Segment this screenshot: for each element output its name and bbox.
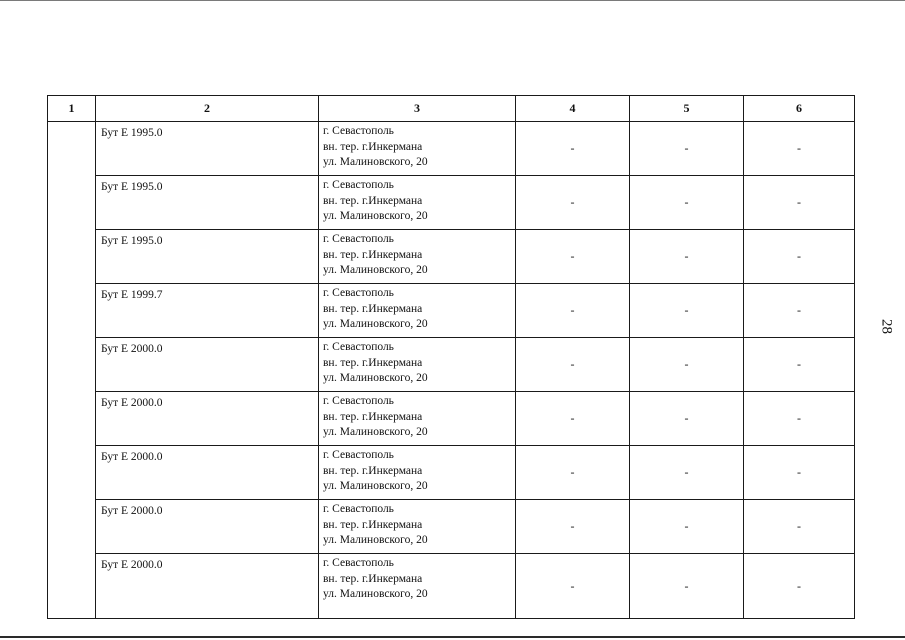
row-number-cell (48, 500, 96, 554)
col5-cell: - (630, 500, 744, 554)
col4-cell: - (516, 122, 630, 176)
row-number-cell (48, 446, 96, 500)
address-territory: вн. тер. г.Инкермана (323, 464, 423, 477)
address-city: г. Севастополь (323, 449, 394, 461)
address-territory: вн. тер. г.Инкермана (323, 140, 423, 153)
col4-cell: - (516, 392, 630, 446)
address-city: г. Севастополь (323, 233, 394, 245)
col5-cell: - (630, 338, 744, 392)
address-territory: вн. тер. г.Инкермана (323, 410, 423, 423)
name-cell: Бут Е 2000.0 (96, 392, 319, 446)
table-row (48, 554, 855, 619)
table-row (48, 338, 855, 392)
header-cell-5: 5 (630, 96, 744, 122)
address-city: г. Севастополь (323, 125, 394, 137)
table-row (48, 176, 855, 230)
col4-cell: - (516, 284, 630, 338)
address-cell (319, 338, 516, 392)
table-row (48, 284, 855, 338)
col6-cell: - (744, 446, 855, 500)
header-cell-3: 3 (319, 96, 516, 122)
address-cell (319, 446, 516, 500)
address-cell (319, 176, 516, 230)
col6-cell: - (744, 338, 855, 392)
col4-cell: - (516, 446, 630, 500)
address-street: ул. Малиновского, 20 (323, 426, 428, 438)
header-cell-2: 2 (96, 96, 319, 122)
col5-cell: - (630, 230, 744, 284)
address-city: г. Севастополь (323, 341, 394, 353)
address-street: ул. Малиновского, 20 (323, 318, 428, 330)
address-street: ул. Малиновского, 20 (323, 372, 428, 384)
address-street: ул. Малиновского, 20 (323, 534, 428, 546)
address-city: г. Севастополь (323, 503, 394, 515)
bottom-border-line (0, 636, 905, 638)
col6-cell: - (744, 554, 855, 619)
address-cell (319, 554, 516, 619)
table-row (48, 392, 855, 446)
table-row (48, 500, 855, 554)
col6-cell: - (744, 176, 855, 230)
header-cell-1: 1 (48, 96, 96, 122)
row-number-cell (48, 284, 96, 338)
name-cell: Бут Е 1995.0 (96, 176, 319, 230)
col5-cell: - (630, 176, 744, 230)
col4-cell: - (516, 230, 630, 284)
address-city: г. Севастополь (323, 395, 394, 407)
name-cell: Бут Е 2000.0 (96, 338, 319, 392)
address-territory: вн. тер. г.Инкермана (323, 572, 423, 585)
col6-cell: - (744, 392, 855, 446)
address-cell (319, 500, 516, 554)
address-cell (319, 284, 516, 338)
address-cell (319, 122, 516, 176)
row-number-cell (48, 338, 96, 392)
table-body (48, 122, 855, 619)
name-cell: Бут Е 1995.0 (96, 230, 319, 284)
row-number-cell (48, 554, 96, 619)
page-number: 28 (878, 319, 895, 334)
table-row (48, 230, 855, 284)
table-header (48, 96, 855, 122)
address-cell (319, 230, 516, 284)
row-number-cell (48, 176, 96, 230)
address-city: г. Севастополь (323, 287, 394, 299)
row-number-cell (48, 122, 96, 176)
address-territory: вн. тер. г.Инкермана (323, 518, 423, 531)
name-cell: Бут Е 1995.0 (96, 122, 319, 176)
col6-cell: - (744, 122, 855, 176)
address-street: ул. Малиновского, 20 (323, 156, 428, 168)
address-city: г. Севастополь (323, 557, 394, 569)
header-cell-6: 6 (744, 96, 855, 122)
col5-cell: - (630, 284, 744, 338)
address-territory: вн. тер. г.Инкермана (323, 248, 423, 261)
table-row (48, 122, 855, 176)
address-cell (319, 392, 516, 446)
address-territory: вн. тер. г.Инкермана (323, 302, 423, 315)
col5-cell: - (630, 446, 744, 500)
address-territory: вн. тер. г.Инкермана (323, 194, 423, 207)
col4-cell: - (516, 338, 630, 392)
header-row (48, 96, 855, 122)
document-table (47, 95, 855, 619)
address-street: ул. Малиновского, 20 (323, 588, 428, 600)
col6-cell: - (744, 500, 855, 554)
col6-cell: - (744, 230, 855, 284)
top-border-line (0, 0, 905, 1)
row-number-cell (48, 392, 96, 446)
address-street: ул. Малиновского, 20 (323, 480, 428, 492)
col5-cell: - (630, 554, 744, 619)
header-cell-4: 4 (516, 96, 630, 122)
col5-cell: - (630, 122, 744, 176)
col4-cell: - (516, 500, 630, 554)
row-number-cell (48, 230, 96, 284)
address-street: ул. Малиновского, 20 (323, 210, 428, 222)
name-cell: Бут Е 2000.0 (96, 554, 319, 619)
address-street: ул. Малиновского, 20 (323, 264, 428, 276)
name-cell: Бут Е 2000.0 (96, 500, 319, 554)
address-territory: вн. тер. г.Инкермана (323, 356, 423, 369)
col4-cell: - (516, 554, 630, 619)
address-city: г. Севастополь (323, 179, 394, 191)
col4-cell: - (516, 176, 630, 230)
table-row (48, 446, 855, 500)
name-cell: Бут Е 2000.0 (96, 446, 319, 500)
col6-cell: - (744, 284, 855, 338)
col5-cell: - (630, 392, 744, 446)
name-cell: Бут Е 1999.7 (96, 284, 319, 338)
